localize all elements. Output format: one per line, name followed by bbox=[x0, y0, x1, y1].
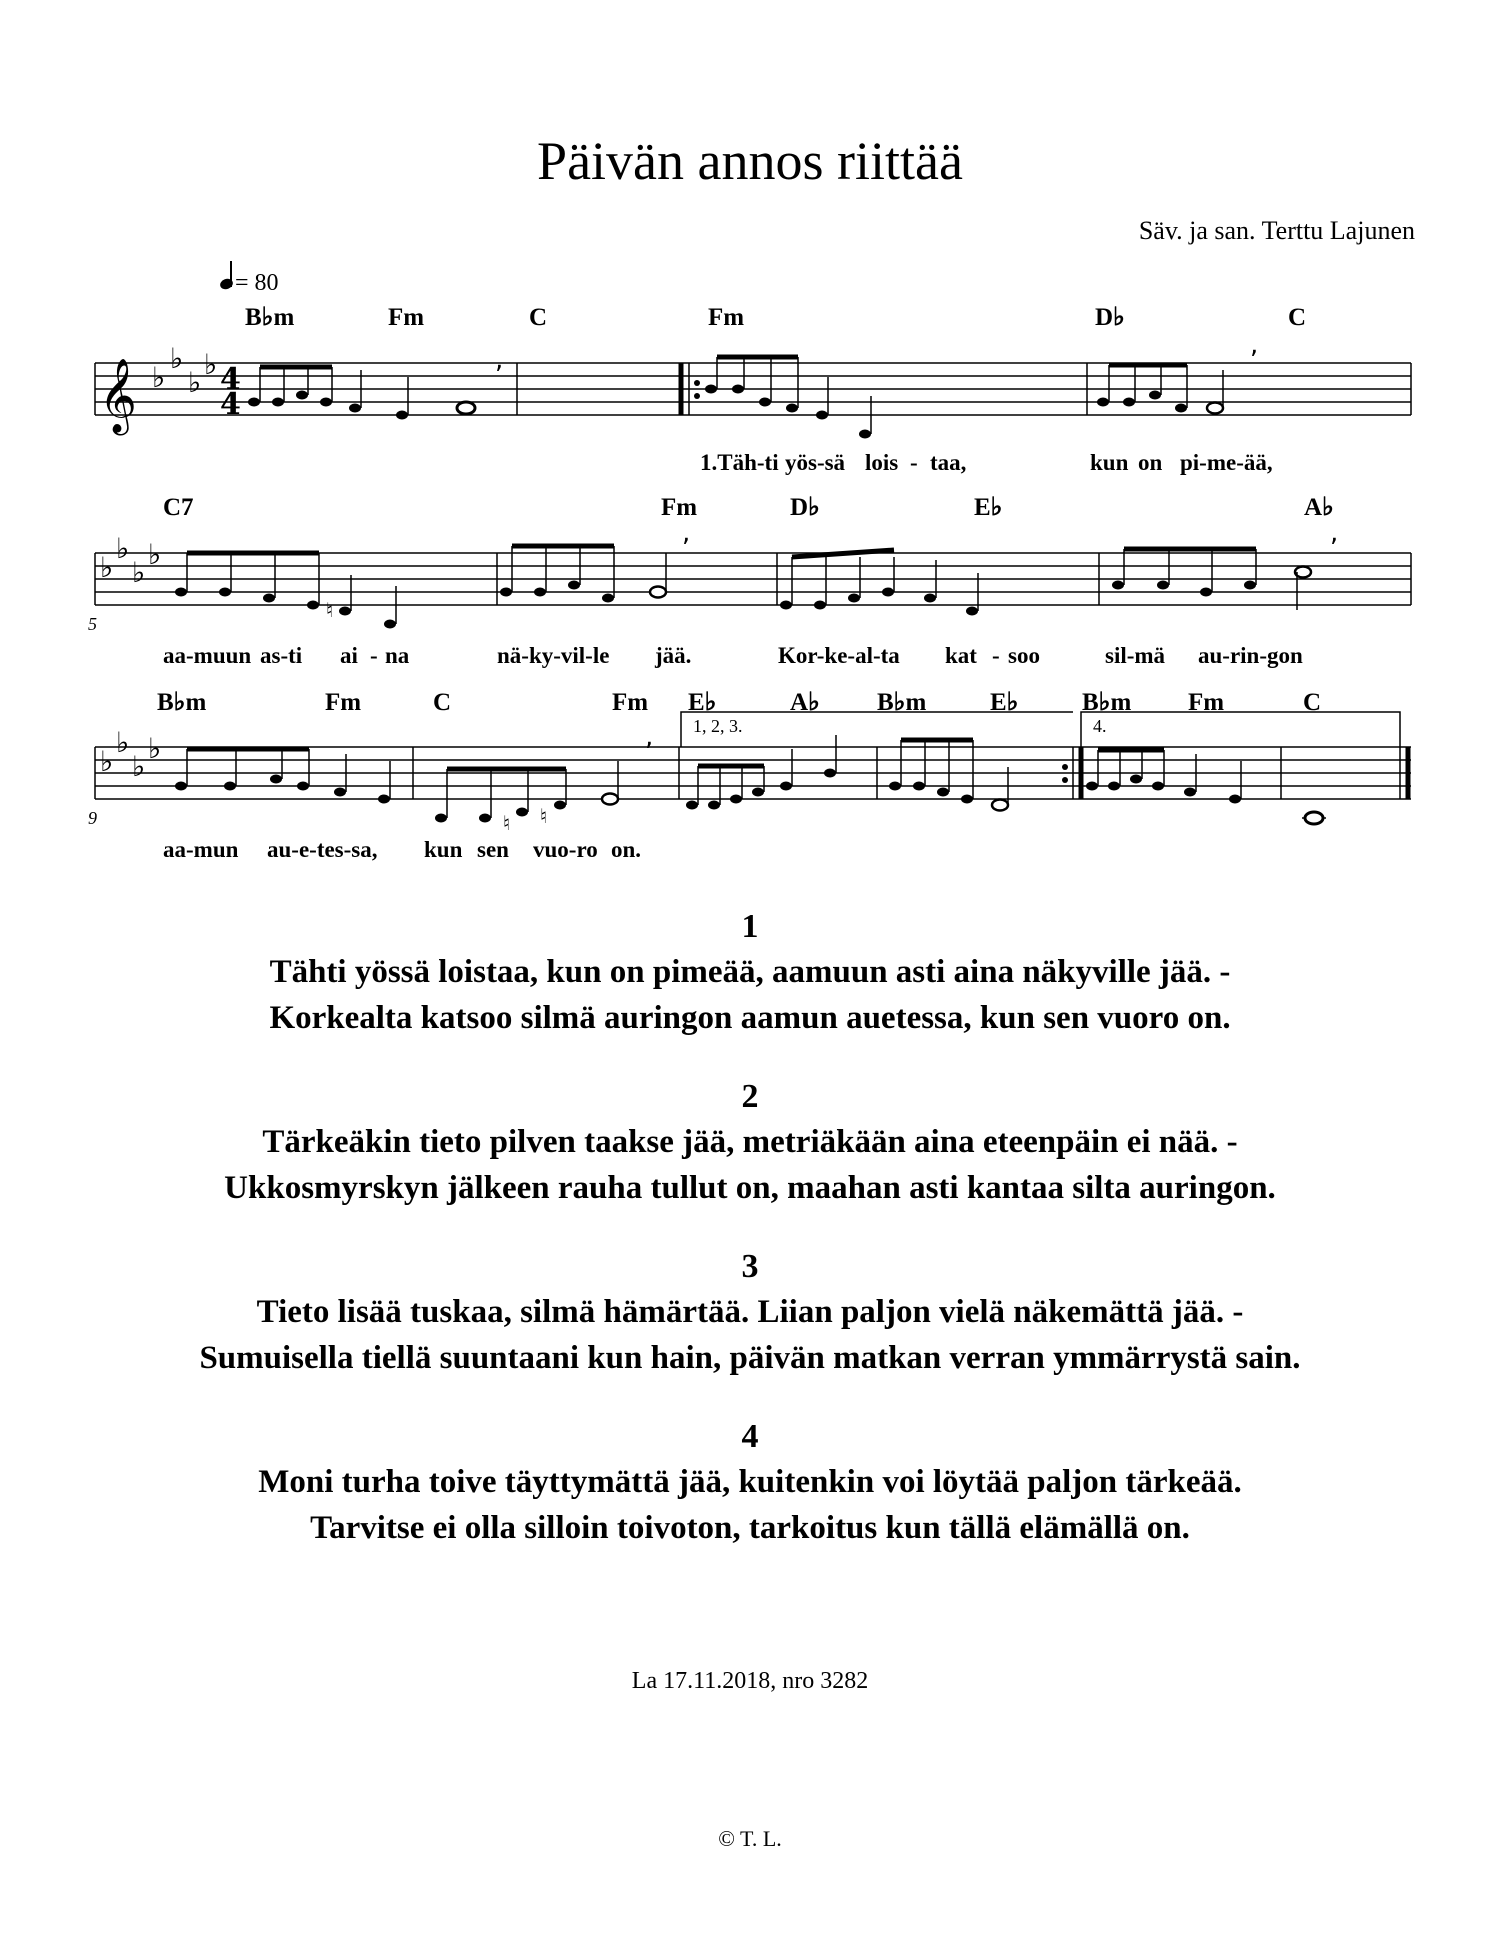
treble-clef-icon: 𝄞 bbox=[99, 359, 137, 433]
lyric-syllable: - bbox=[370, 643, 378, 668]
lyric-syllable: ai bbox=[340, 643, 358, 668]
verse-number: 2 bbox=[741, 1078, 759, 1115]
svg-text:♭: ♭ bbox=[148, 538, 162, 571]
verse-line: Sumuisella tiellä suuntaani kun hain, päivän matkan verran ymmärrystä sain. bbox=[199, 1340, 1301, 1376]
chord: Fm bbox=[388, 304, 425, 331]
chord: C bbox=[529, 304, 548, 331]
verses-section bbox=[0, 905, 1500, 1585]
sheet-music bbox=[0, 290, 1500, 870]
svg-text:♭: ♭ bbox=[152, 361, 166, 394]
chord: C7 bbox=[163, 494, 194, 521]
song-title: Päivän annos riittää bbox=[537, 131, 963, 191]
lyric-syllable: sil-mä bbox=[1105, 643, 1166, 668]
lyric-syllable: soo bbox=[1008, 643, 1040, 668]
barlines bbox=[95, 363, 1411, 799]
verse-line: Ukkosmyrskyn jälkeen rauha tullut on, maahan asti kantaa silta auringon. bbox=[224, 1170, 1276, 1206]
lyric-syllable: au-rin-gon bbox=[1198, 643, 1303, 668]
composer-credit: Säv. ja san. Terttu Lajunen bbox=[1138, 216, 1415, 245]
lyric-syllable: on bbox=[1138, 450, 1163, 475]
svg-text:♮: ♮ bbox=[326, 598, 334, 622]
svg-text:,: , bbox=[1250, 330, 1259, 360]
verse-number: 3 bbox=[741, 1248, 759, 1285]
svg-text:♭: ♭ bbox=[116, 726, 130, 759]
svg-text:4: 4 bbox=[220, 387, 241, 422]
verse-line: Tähti yössä loistaa, kun on pimeää, aamuun asti aina näkyville jää. - bbox=[269, 954, 1231, 990]
lyric-syllable: - bbox=[910, 450, 918, 475]
svg-text:4: 4 bbox=[220, 362, 241, 397]
verse-4 bbox=[0, 1415, 1500, 1551]
quarter-note-stem bbox=[230, 261, 232, 287]
svg-text:♭: ♭ bbox=[116, 532, 130, 565]
lyric-syllable: as-ti bbox=[260, 643, 303, 668]
chord: E♭ bbox=[688, 689, 717, 716]
chord: Fm bbox=[325, 689, 362, 716]
svg-text:,: , bbox=[645, 722, 654, 752]
svg-text:,: , bbox=[495, 345, 504, 375]
chord: A♭ bbox=[1304, 494, 1334, 521]
svg-text:♭: ♭ bbox=[132, 750, 146, 783]
measure-number: 5 bbox=[88, 614, 97, 634]
tempo-value: = 80 bbox=[235, 270, 279, 296]
chord: C bbox=[1288, 304, 1307, 331]
lyric-syllable: on. bbox=[611, 837, 642, 862]
lyric-syllable: kun bbox=[424, 837, 463, 862]
svg-text:♮: ♮ bbox=[540, 804, 548, 828]
verse-line: Tieto lisää tuskaa, silmä hämärtää. Liian paljon vielä näkemättä jää. - bbox=[256, 1294, 1244, 1330]
chord: Fm bbox=[1188, 689, 1225, 716]
chord: B♭m bbox=[245, 304, 295, 331]
repeat-dots bbox=[694, 380, 1068, 783]
verse-2 bbox=[0, 1075, 1500, 1211]
chord: B♭m bbox=[1082, 689, 1132, 716]
verse-line: Tärkeäkin tieto pilven taakse jää, metriäkään aina eteenpäin ei nää. - bbox=[262, 1124, 1238, 1160]
verse-1 bbox=[0, 905, 1500, 1041]
chord: E♭ bbox=[974, 494, 1003, 521]
clefs bbox=[99, 359, 137, 436]
lyric-syllable: yös-sä bbox=[785, 450, 846, 475]
verse-3 bbox=[0, 1245, 1500, 1381]
svg-text:♭: ♭ bbox=[100, 745, 114, 778]
lyric-syllable: pi-me-ää, bbox=[1180, 450, 1273, 475]
notes-system-1 bbox=[248, 330, 1258, 439]
lyric-syllable: 1.Täh-ti bbox=[700, 450, 779, 475]
verse-line: Tarvitse ei olla silloin toivoton, tarkoitus kun tällä elämällä on. bbox=[310, 1510, 1190, 1546]
lyric-syllable: na bbox=[385, 643, 410, 668]
chord: D♭ bbox=[790, 494, 820, 521]
lyric-syllable: aa-muun bbox=[163, 643, 252, 668]
notes-system-3 bbox=[175, 722, 1326, 835]
chord: Fm bbox=[661, 494, 698, 521]
chord: E♭ bbox=[990, 689, 1019, 716]
svg-text:,: , bbox=[1330, 518, 1339, 548]
notes-system-2 bbox=[175, 518, 1338, 629]
lyric-syllable: lois bbox=[865, 450, 899, 475]
verse-line: Moni turha toive täyttymättä jää, kuitenkin voi löytää paljon tärkeää. bbox=[258, 1464, 1242, 1500]
svg-text:♭: ♭ bbox=[148, 732, 162, 765]
svg-text:♭: ♭ bbox=[170, 342, 184, 375]
lyric-syllable: aa-mun bbox=[163, 837, 239, 862]
lyric-syllable: - bbox=[992, 643, 1000, 668]
lyric-syllable: kat bbox=[945, 643, 977, 668]
lyric-syllable: Kor-ke-al-ta bbox=[778, 643, 900, 668]
svg-text:♭: ♭ bbox=[188, 366, 202, 399]
volta-label: 1, 2, 3. bbox=[693, 716, 743, 736]
lyric-syllable: taa, bbox=[930, 450, 967, 475]
verse-number: 1 bbox=[741, 908, 759, 945]
svg-text:♮: ♮ bbox=[503, 811, 511, 835]
chord: C bbox=[1303, 689, 1322, 716]
verse-line: Korkealta katsoo silmä auringon aamun auetessa, kun sen vuoro on. bbox=[269, 1000, 1231, 1036]
lyric-syllable: kun bbox=[1090, 450, 1129, 475]
chord: Fm bbox=[612, 689, 649, 716]
verse-number: 4 bbox=[741, 1418, 759, 1455]
svg-text:♭: ♭ bbox=[204, 348, 218, 381]
lyric-syllable: au-e-tes-sa, bbox=[267, 837, 378, 862]
lyric-syllable: jää. bbox=[655, 643, 692, 668]
measure-number: 9 bbox=[88, 808, 97, 828]
chord: C bbox=[433, 689, 452, 716]
chord: B♭m bbox=[157, 689, 207, 716]
volta-brackets bbox=[681, 712, 1400, 747]
svg-text:,: , bbox=[682, 518, 691, 548]
lyric-syllable: sen bbox=[477, 837, 509, 862]
date-line: La 17.11.2018, nro 3282 bbox=[631, 1668, 869, 1694]
lyric-syllable: vuo-ro bbox=[533, 837, 598, 862]
lyric-syllable: nä-ky-vil-le bbox=[497, 643, 610, 668]
chord: Fm bbox=[708, 304, 745, 331]
copyright: © T. L. bbox=[718, 1826, 782, 1851]
time-signature bbox=[220, 362, 241, 422]
svg-text:♭: ♭ bbox=[100, 551, 114, 584]
svg-text:♭: ♭ bbox=[132, 556, 146, 589]
chord: A♭ bbox=[790, 689, 820, 716]
staff-lines bbox=[95, 363, 1411, 799]
volta-label: 4. bbox=[1093, 716, 1107, 736]
chord: B♭m bbox=[877, 689, 927, 716]
chord: D♭ bbox=[1095, 304, 1125, 331]
